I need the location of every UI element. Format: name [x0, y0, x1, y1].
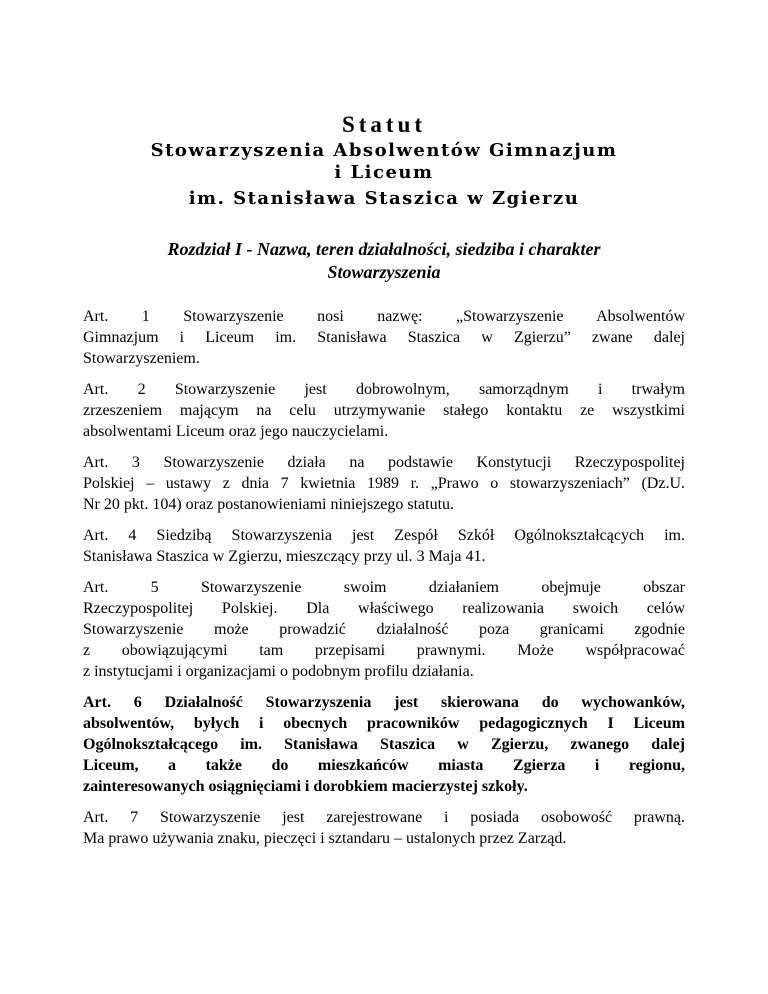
article-5-line-1: Art. 5 Stowarzyszenie swoim działaniem obejmuje obszar — [83, 579, 685, 596]
article-1 — [83, 306, 685, 369]
statute-title: Statut — [341, 112, 427, 137]
article-7-line-2: Ma prawo używania znaku, pieczęci i sztandaru – ustalonych przez Zarząd. — [83, 830, 567, 847]
article-2 — [83, 379, 685, 442]
association-name-line-3: im. Stanisława Staszica w Zgierzu — [188, 188, 580, 209]
article-2-line-3: absolwentami Liceum oraz jego nauczycielami. — [83, 423, 389, 440]
association-name-line-1: Stowarzyszenia Absolwentów Gimnazjum — [150, 140, 618, 161]
article-4-line-1: Art. 4 Siedzibą Stowarzyszenia jest Zespół Szkół Ogólnokształcących im. — [83, 527, 685, 544]
article-3 — [83, 452, 685, 515]
article-5-line-2: Rzeczypospolitej Polskiej. Dla właściwego realizowania swoich celów — [83, 600, 685, 617]
article-2-line-2: zrzeszeniem mającym na celu utrzymywanie stałego kontaktu ze wszystkimi — [83, 402, 685, 419]
article-2-line-1: Art. 2 Stowarzyszenie jest dobrowolnym, samorządnym i trwałym — [83, 381, 685, 398]
article-1-line-3: Stowarzyszeniem. — [83, 350, 200, 367]
chapter-heading-line-1: Rozdział I - Nazwa, teren działalności, siedziba i charakter — [167, 239, 601, 259]
article-6-line-5: zainteresowanych osiągnięciami i dorobkiem macierzystej szkoły. — [83, 778, 528, 795]
article-6-line-2: absolwentów, byłych i obecnych pracowników pedagogicznych I Liceum — [83, 715, 685, 732]
article-6 — [83, 692, 685, 797]
article-6-line-4: Liceum, a także do mieszkańców miasta Zgierza i regionu, — [83, 757, 685, 774]
article-5-line-5: z instytucjami i organizacjami o podobnym profilu działania. — [83, 663, 474, 680]
chapter-heading-line-2: Stowarzyszenia — [327, 262, 441, 282]
article-1-line-2: Gimnazjum i Liceum im. Stanisława Staszica w Zgierzu” zwane dalej — [83, 329, 685, 346]
article-6-line-1: Art. 6 Działalność Stowarzyszenia jest skierowana do wychowanków, — [83, 694, 685, 711]
article-6-line-3: Ogólnokształcącego im. Stanisława Staszica w Zgierzu, zwanego dalej — [83, 736, 685, 753]
article-3-line-3: Nr 20 pkt. 104) oraz postanowieniami niniejszego statutu. — [83, 496, 455, 513]
article-3-line-2: Polskiej – ustawy z dnia 7 kwietnia 1989 r. „Prawo o stowarzyszeniach” (Dz.U. — [83, 475, 685, 492]
article-1-line-1: Art. 1 Stowarzyszenie nosi nazwę: „Stowarzyszenie Absolwentów — [83, 308, 685, 325]
article-5-line-4: z obowiązującymi tam przepisami prawnymi. Może współpracować — [83, 642, 685, 659]
article-7-line-1: Art. 7 Stowarzyszenie jest zarejestrowane i posiada osobowość prawną. — [83, 809, 685, 826]
article-5-line-3: Stowarzyszenie może prowadzić działalność poza granicami zgodnie — [83, 621, 685, 638]
association-name-line-2: i Liceum — [334, 162, 434, 183]
article-3-line-1: Art. 3 Stowarzyszenie działa na podstawie Konstytucji Rzeczypospolitej — [83, 454, 685, 471]
article-5 — [83, 577, 685, 682]
article-4 — [83, 525, 685, 567]
article-4-line-2: Stanisława Staszica w Zgierzu, mieszczący przy ul. 3 Maja 41. — [83, 548, 486, 565]
article-7 — [83, 807, 685, 849]
